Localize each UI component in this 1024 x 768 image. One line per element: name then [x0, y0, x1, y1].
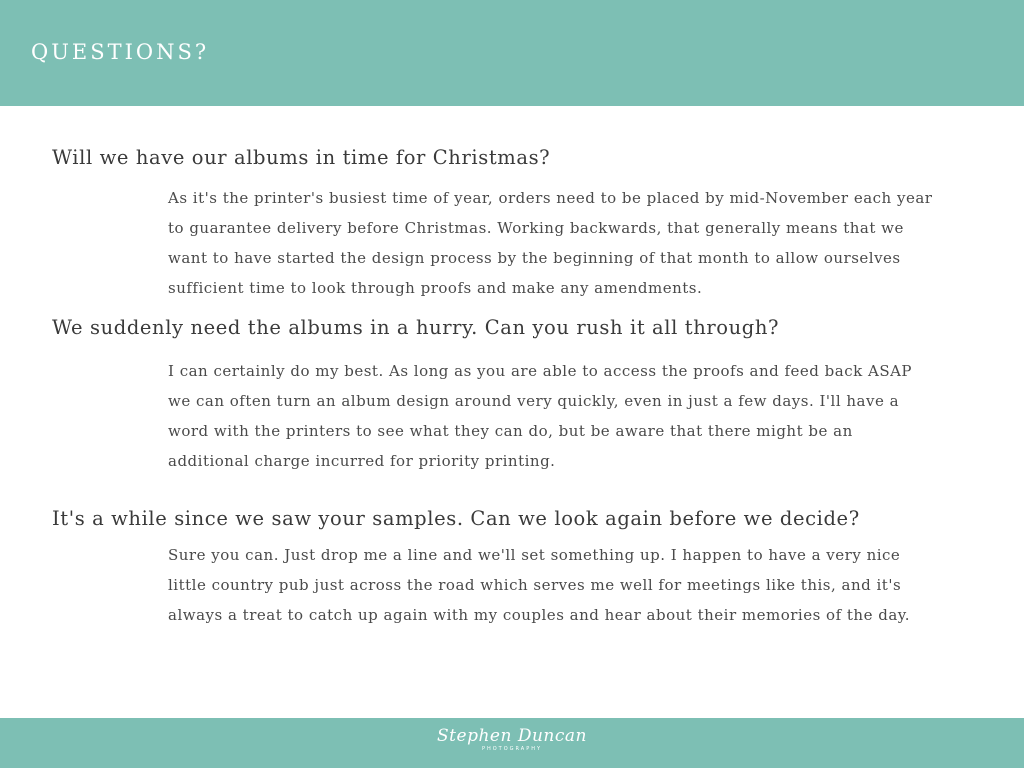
faq-question: Will we have our albums in time for Christmas?	[52, 146, 551, 169]
page-title: QUESTIONS?	[31, 40, 210, 64]
faq-answer: As it's the printer's busiest time of year, orders need to be placed by mid-November each year to guarantee delivery before Christmas. Working backwards, that generally means that we want to have started the design process by the beginning of that month to allow ourselves sufficient time to look through proofs and make any amendments.	[168, 189, 933, 297]
footer-banner	[0, 718, 1024, 768]
faq-answer: I can certainly do my best. As long as you are able to access the proofs and feed back ASAP we can often turn an album design around very quickly, even in just a few days. I'll have a word with the printers to see what they can do, but be aware that there might be an additional charge incurred for priority printing.	[168, 362, 913, 470]
logo-name: Stephen Duncan	[437, 726, 587, 746]
faq-content	[0, 106, 1024, 718]
faq-answer: Sure you can. Just drop me a line and we'll set something up. I happen to have a very nice little country pub just across the road which serves me well for meetings like this, and it's always a treat to catch up again with my couples and hear about their memories of the day.	[168, 546, 911, 624]
header-banner	[0, 0, 1024, 106]
brand-logo	[437, 726, 587, 753]
faq-question: We suddenly need the albums in a hurry. Can you rush it all through?	[52, 316, 780, 339]
faq-question: It's a while since we saw your samples. Can we look again before we decide?	[52, 507, 860, 530]
logo-subtitle: PHOTOGRAPHY	[481, 746, 543, 752]
